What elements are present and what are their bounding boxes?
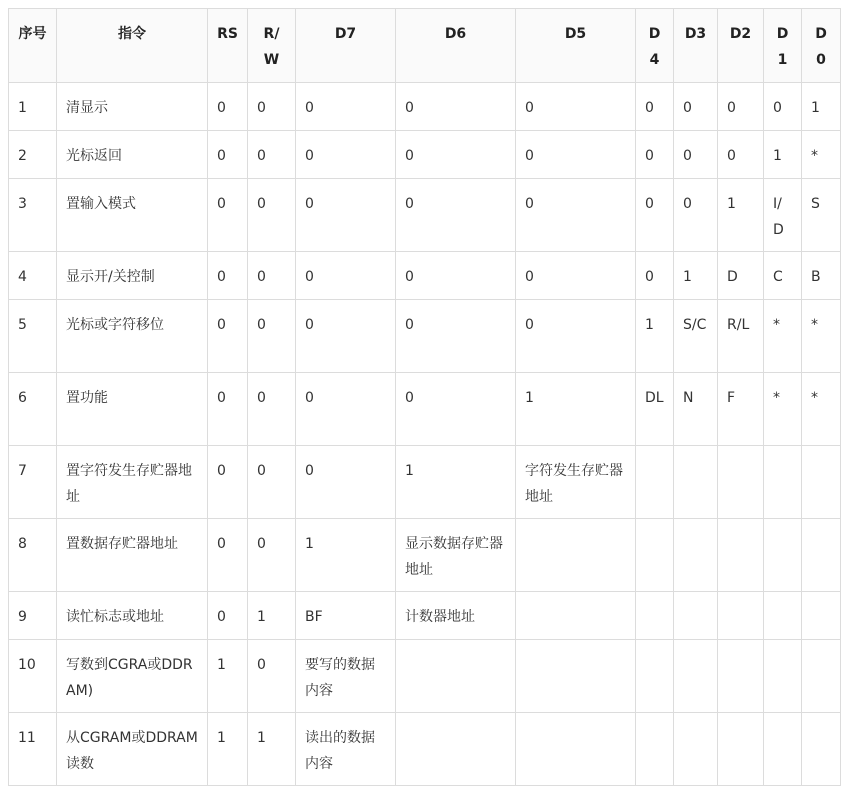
header-index: 序号 xyxy=(9,9,57,83)
cell-d7: 要写的数据内容 xyxy=(296,640,396,713)
header-rs: RS xyxy=(208,9,248,83)
cell-d6: 1 xyxy=(396,446,516,519)
header-d5: D5 xyxy=(516,9,636,83)
cell-d0: * xyxy=(802,373,841,446)
cell-d5: 1 xyxy=(516,373,636,446)
cell-d4: 1 xyxy=(636,300,674,373)
cell-d1: C xyxy=(764,252,802,300)
header-d7: D7 xyxy=(296,9,396,83)
cell-d0 xyxy=(802,592,841,640)
cell-rs: 0 xyxy=(208,446,248,519)
cell-d7: 1 xyxy=(296,519,396,592)
cell-d4: 0 xyxy=(636,252,674,300)
cell-d2: F xyxy=(718,373,764,446)
cell-d6: 0 xyxy=(396,300,516,373)
cell-instruction: 显示开/关控制 xyxy=(57,252,208,300)
table-row xyxy=(9,592,841,640)
cell-instruction: 光标返回 xyxy=(57,131,208,179)
cell-rs: 1 xyxy=(208,640,248,713)
cell-instruction: 读忙标志或地址 xyxy=(57,592,208,640)
cell-d6: 0 xyxy=(396,252,516,300)
cell-index: 10 xyxy=(9,640,57,713)
cell-d0 xyxy=(802,446,841,519)
cell-d5 xyxy=(516,592,636,640)
cell-d3 xyxy=(674,519,718,592)
cell-d2: D xyxy=(718,252,764,300)
cell-instruction: 光标或字符移位 xyxy=(57,300,208,373)
table-row xyxy=(9,640,841,713)
cell-d7: 读出的数据内容 xyxy=(296,713,396,786)
cell-d7: 0 xyxy=(296,446,396,519)
cell-d5: 0 xyxy=(516,252,636,300)
cell-rw: 0 xyxy=(248,446,296,519)
cell-d1: 1 xyxy=(764,131,802,179)
cell-index: 3 xyxy=(9,179,57,252)
cell-d2: 0 xyxy=(718,131,764,179)
cell-d0: B xyxy=(802,252,841,300)
cell-index: 7 xyxy=(9,446,57,519)
cell-rw: 0 xyxy=(248,373,296,446)
cell-index: 8 xyxy=(9,519,57,592)
cell-d1: * xyxy=(764,300,802,373)
cell-instruction: 置数据存贮器地址 xyxy=(57,519,208,592)
cell-d6: 0 xyxy=(396,83,516,131)
cell-rs: 0 xyxy=(208,252,248,300)
header-d6: D6 xyxy=(396,9,516,83)
cell-rw: 0 xyxy=(248,640,296,713)
cell-d7: 0 xyxy=(296,252,396,300)
cell-d5: 0 xyxy=(516,131,636,179)
cell-d7: 0 xyxy=(296,373,396,446)
cell-instruction: 从CGRAM或DDRAM读数 xyxy=(57,713,208,786)
cell-d1 xyxy=(764,592,802,640)
cell-d3: 1 xyxy=(674,252,718,300)
cell-d1: * xyxy=(764,373,802,446)
cell-d0 xyxy=(802,519,841,592)
cell-d3: 0 xyxy=(674,83,718,131)
cell-d2 xyxy=(718,519,764,592)
header-d4: D4 xyxy=(636,9,674,83)
cell-instruction: 清显示 xyxy=(57,83,208,131)
header-d1: D1 xyxy=(764,9,802,83)
cell-rs: 0 xyxy=(208,131,248,179)
cell-index: 5 xyxy=(9,300,57,373)
cell-d4: 0 xyxy=(636,179,674,252)
cell-d6: 计数器地址 xyxy=(396,592,516,640)
cell-d1 xyxy=(764,519,802,592)
cell-d1: 0 xyxy=(764,83,802,131)
cell-d4 xyxy=(636,640,674,713)
cell-d4: DL xyxy=(636,373,674,446)
cell-d5: 0 xyxy=(516,179,636,252)
header-rw: R/W xyxy=(248,9,296,83)
cell-index: 1 xyxy=(9,83,57,131)
cell-d0: * xyxy=(802,300,841,373)
cell-d4 xyxy=(636,592,674,640)
header-instruction: 指令 xyxy=(57,9,208,83)
table-row xyxy=(9,446,841,519)
cell-d4: 0 xyxy=(636,83,674,131)
cell-d4 xyxy=(636,446,674,519)
cell-d6: 0 xyxy=(396,179,516,252)
cell-d7: BF xyxy=(296,592,396,640)
cell-index: 6 xyxy=(9,373,57,446)
cell-rw: 0 xyxy=(248,83,296,131)
cell-rw: 1 xyxy=(248,713,296,786)
cell-rw: 1 xyxy=(248,592,296,640)
header-row xyxy=(9,9,841,83)
cell-d3 xyxy=(674,446,718,519)
table-row xyxy=(9,519,841,592)
cell-rw: 0 xyxy=(248,252,296,300)
cell-rw: 0 xyxy=(248,179,296,252)
cell-d3 xyxy=(674,592,718,640)
cell-d5: 0 xyxy=(516,83,636,131)
cell-index: 2 xyxy=(9,131,57,179)
cell-rs: 0 xyxy=(208,592,248,640)
cell-d6: 显示数据存贮器地址 xyxy=(396,519,516,592)
cell-d5 xyxy=(516,519,636,592)
cell-d4 xyxy=(636,713,674,786)
cell-d1: I/D xyxy=(764,179,802,252)
cell-d0 xyxy=(802,640,841,713)
cell-index: 9 xyxy=(9,592,57,640)
cell-d7: 0 xyxy=(296,131,396,179)
cell-d5: 0 xyxy=(516,300,636,373)
cell-rw: 0 xyxy=(248,131,296,179)
cell-d6 xyxy=(396,713,516,786)
cell-d1 xyxy=(764,640,802,713)
cell-d2 xyxy=(718,446,764,519)
cell-d7: 0 xyxy=(296,300,396,373)
cell-rs: 0 xyxy=(208,373,248,446)
header-d0: D0 xyxy=(802,9,841,83)
cell-d0: * xyxy=(802,131,841,179)
cell-d5: 字符发生存贮器地址 xyxy=(516,446,636,519)
cell-rs: 0 xyxy=(208,83,248,131)
cell-d2: R/L xyxy=(718,300,764,373)
cell-instruction: 置输入模式 xyxy=(57,179,208,252)
cell-rs: 1 xyxy=(208,713,248,786)
cell-d2 xyxy=(718,713,764,786)
cell-d5 xyxy=(516,713,636,786)
cell-d3 xyxy=(674,713,718,786)
cell-d7: 0 xyxy=(296,179,396,252)
cell-d0: S xyxy=(802,179,841,252)
cell-d0 xyxy=(802,713,841,786)
table-row xyxy=(9,252,841,300)
cell-d7: 0 xyxy=(296,83,396,131)
table-row xyxy=(9,179,841,252)
cell-d3: S/C xyxy=(674,300,718,373)
cell-d6: 0 xyxy=(396,373,516,446)
cell-instruction: 置功能 xyxy=(57,373,208,446)
cell-d1 xyxy=(764,446,802,519)
cell-d4: 0 xyxy=(636,131,674,179)
table-row xyxy=(9,713,841,786)
cell-rs: 0 xyxy=(208,519,248,592)
cell-d3: 0 xyxy=(674,131,718,179)
header-d3: D3 xyxy=(674,9,718,83)
cell-d2: 0 xyxy=(718,83,764,131)
cell-d5 xyxy=(516,640,636,713)
table-row xyxy=(9,131,841,179)
header-d2: D2 xyxy=(718,9,764,83)
cell-d2 xyxy=(718,640,764,713)
cell-d6: 0 xyxy=(396,131,516,179)
cell-rs: 0 xyxy=(208,300,248,373)
cell-d2 xyxy=(718,592,764,640)
cell-d2: 1 xyxy=(718,179,764,252)
table-row xyxy=(9,373,841,446)
cell-d3: 0 xyxy=(674,179,718,252)
cell-rw: 0 xyxy=(248,519,296,592)
cell-d4 xyxy=(636,519,674,592)
table-row xyxy=(9,83,841,131)
cell-rs: 0 xyxy=(208,179,248,252)
cell-index: 4 xyxy=(9,252,57,300)
cell-d1 xyxy=(764,713,802,786)
cell-index: 11 xyxy=(9,713,57,786)
cell-d3 xyxy=(674,640,718,713)
cell-rw: 0 xyxy=(248,300,296,373)
table-row xyxy=(9,300,841,373)
cell-instruction: 置字符发生存贮器地址 xyxy=(57,446,208,519)
command-table xyxy=(8,8,841,786)
cell-d3: N xyxy=(674,373,718,446)
cell-d0: 1 xyxy=(802,83,841,131)
cell-instruction: 写数到CGRA或DDRAM) xyxy=(57,640,208,713)
cell-d6 xyxy=(396,640,516,713)
